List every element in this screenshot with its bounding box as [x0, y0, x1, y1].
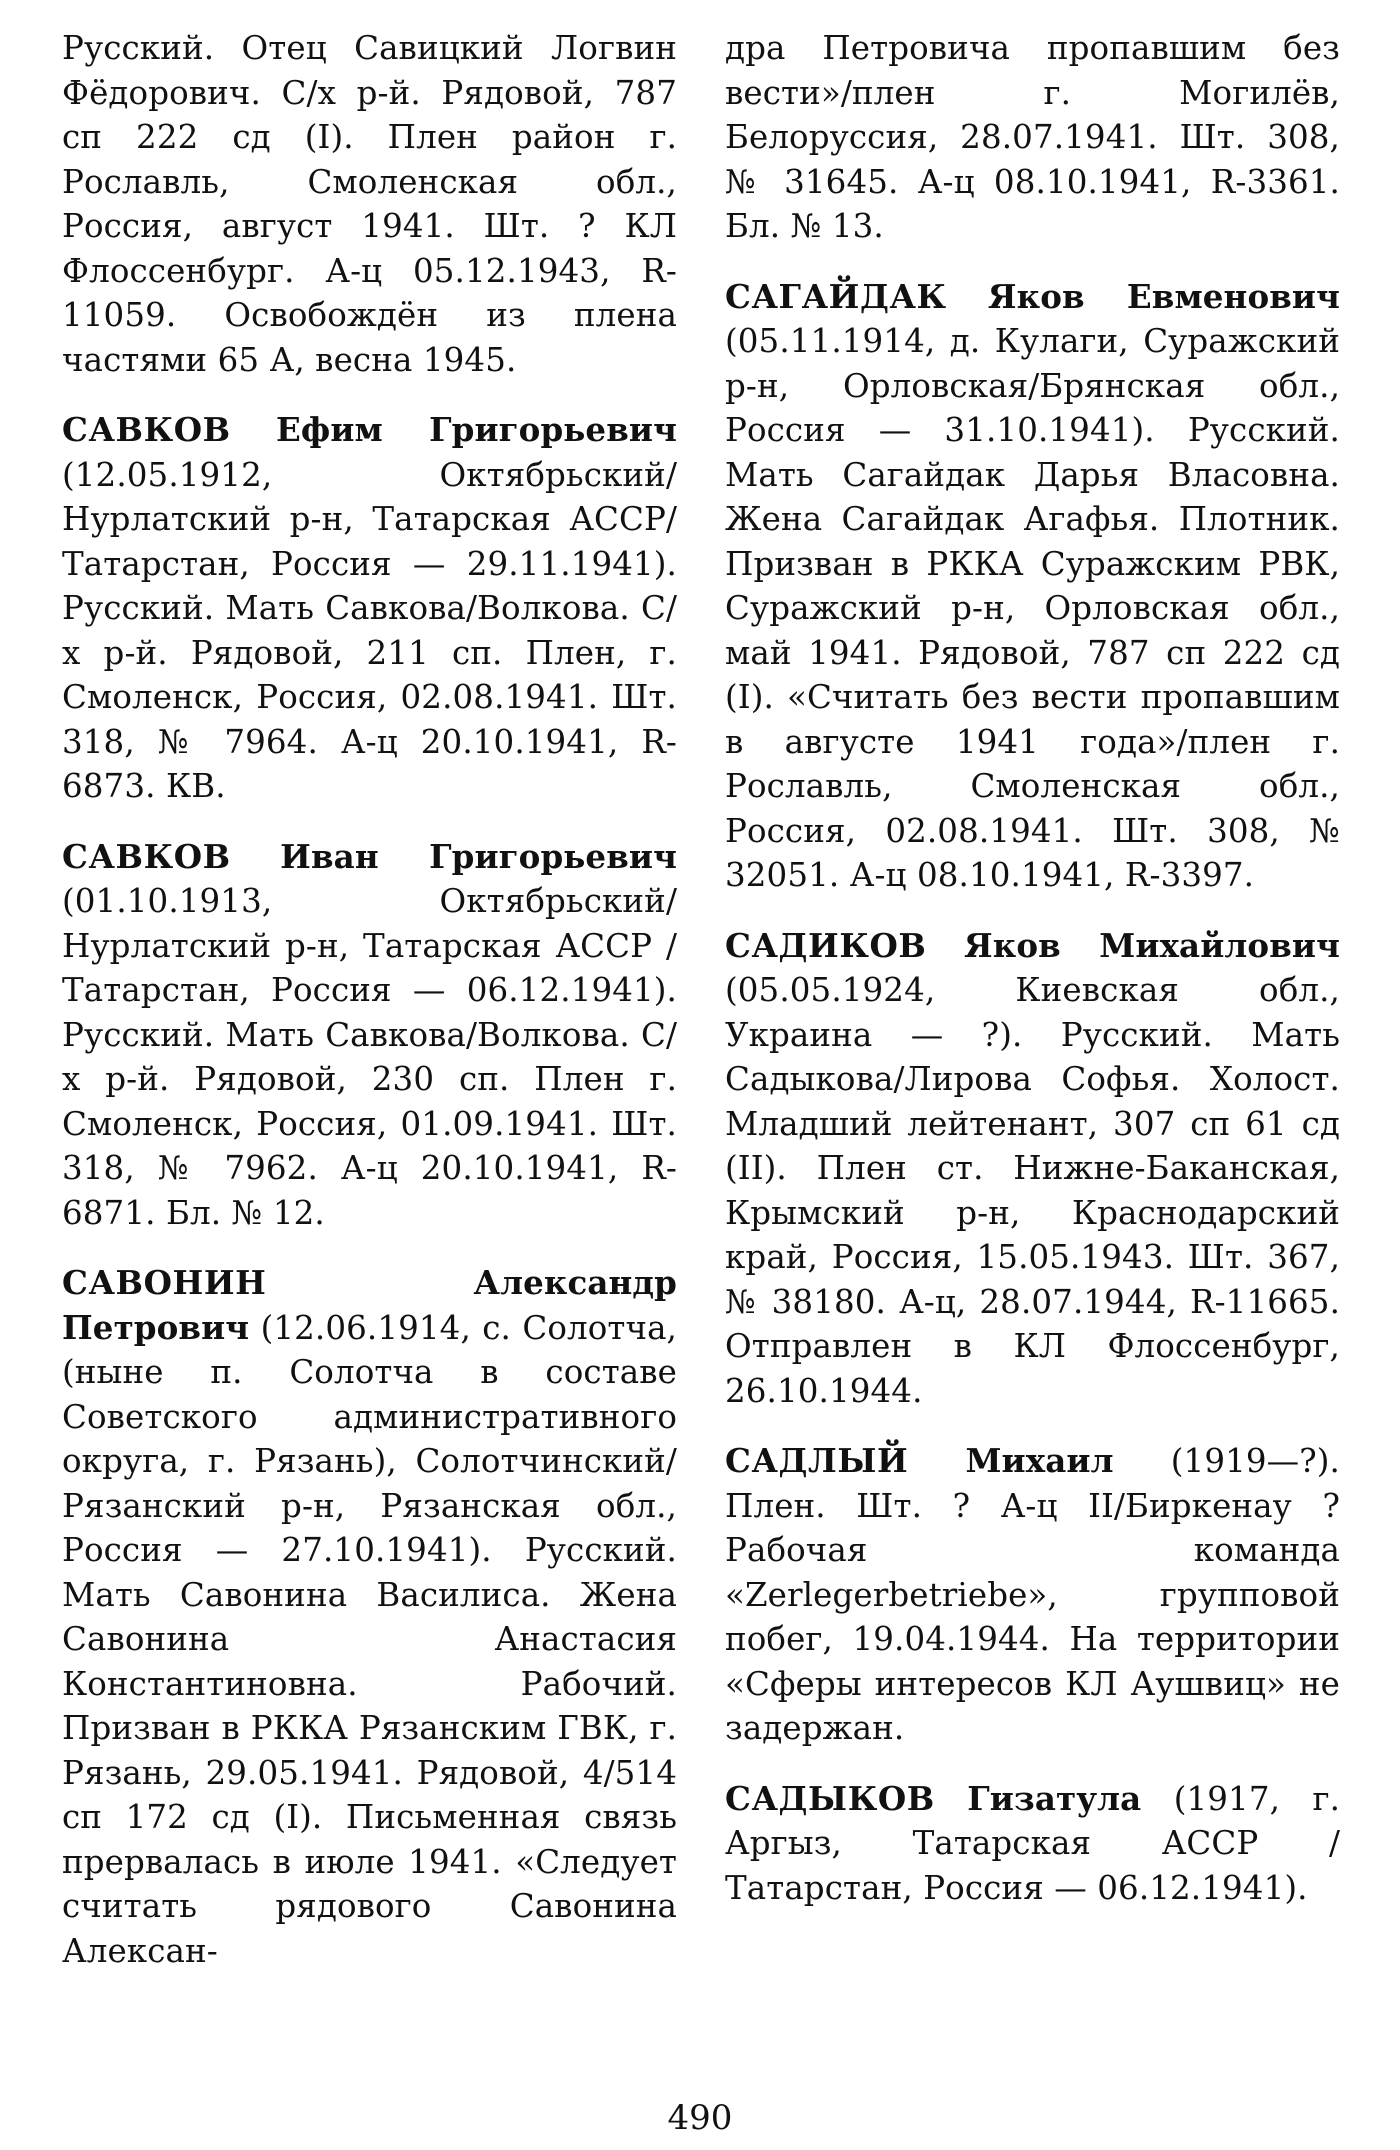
entry-names: Михаил: [965, 1441, 1114, 1480]
right-column: [725, 26, 1340, 1936]
entry-text: дра Петровича пропавшим без вести»/плен г. Могилёв, Белоруссия, 28.07.1941. Шт. 308, № 31645. А-ц 08.10.1941, R-3361. Бл. № 13.: [725, 29, 1340, 245]
entry-names: Гизатула: [967, 1778, 1142, 1818]
entry-lastname: САДИКОВ: [725, 925, 927, 965]
entry-text: (1919—?). Плен. Шт. ? А-ц II/Биркенау ? Рабочая команда «Zerlegerbetriebe», групповой побег, 19.04.1944. На территории «Сферы интересов КЛ Аушвиц» не задержан.: [725, 1442, 1340, 1747]
entry-sadykov-gizatula: [725, 1777, 1340, 1911]
entry-text: (1917, г. Аргыз, Татарская АССР / Татарстан, Россия — 06.12.1941).: [725, 1779, 1340, 1907]
entry-sadikov-yakov: [725, 924, 1340, 1414]
entry-text: (12.05.1912, Октябрьский/Нурлатский р-н, Татарская АССР/ Татарстан, Россия — 29.11.1941). Русский. Мать Савкова/Волкова. С/х р-й. Рядовой, 211 сп. Плен, г. Смоленск, Россия, 02.08.1941. Шт. 318, № 7964. А-ц 20.10.1941, R-6873. КВ.: [62, 455, 677, 805]
entry-names: Яков Михайлович: [964, 925, 1340, 965]
entry-sadlyi-mikhail: [725, 1439, 1340, 1751]
entry-text: Русский. Отец Савицкий Логвин Фёдорович. С/х р-й. Рядовой, 787 сп 222 сд (I). Плен район г. Рославль, Смоленская обл., Россия, август 1941. Шт. ? КЛ Флоссенбург. А-ц 05.12.1943, R-11059. Освобождён из плена частями 65 А, весна 1945.: [62, 29, 677, 379]
entry-lastname: САДЛЫЙ: [725, 1441, 909, 1480]
entry-text: (01.10.1913, Октябрьский/Нурлатский р-н, Татарская АССР / Татарстан, Россия — 06.12.1941). Русский. Мать Савкова/Волкова. С/х р-й. Рядовой, 230 сп. Плен г. Смоленск, Россия, 01.09.1941. Шт. 318, № 7962. А-ц 20.10.1941, R-6871. Бл. № 12.: [62, 882, 677, 1232]
entry-lastname: САВОНИН: [62, 1263, 267, 1302]
entry-names: Ефим Григорьевич: [276, 410, 677, 449]
entry-text: (12.06.1914, с. Солотча, (ныне п. Солотча в составе Советского административного округа, г. Рязань), Солотчинский/Рязанский р-н, Рязанская обл., Россия — 27.10.1941). Русский. Мать Савонина Василиса. Жена Савонина Анастасия Константиновна. Рабочий. Призван в РККА Рязанским ГВК, г. Рязань, 29.05.1941. Рядовой, 4/514 сп 172 сд (I). Письменная связь прервалась в июле 1941. «Следует считать рядового Савонина Алексан-: [62, 1308, 677, 1970]
entry-continued-left: [62, 26, 677, 382]
entry-text: (05.11.1914, д. Кулаги, Суражский р-н, Орловская/Брянская обл., Россия — 31.10.1941). Русский. Мать Сагайдак Дарья Власовна. Жена Сагайдак Агафья. Плотник. Призван в РККА Суражским РВК, Суражский р-н, Орловская обл., май 1941. Рядовой, 787 сп 222 сд (I). «Считать без вести пропавшим в августе 1941 года»/плен г. Рославль, Смоленская обл., Россия, 02.08.1941. Шт. 308, № 32051. А-ц 08.10.1941, R-3397.: [725, 322, 1340, 894]
entry-lastname: САВКОВ: [62, 836, 231, 876]
entry-lastname: САВКОВ: [62, 410, 231, 449]
entry-lastname: САДЫКОВ: [725, 1778, 935, 1818]
left-column: [62, 26, 677, 1999]
page-number: 490: [667, 2098, 733, 2138]
entry-savkov-ivan: [62, 835, 677, 1236]
entry-continued-right: [725, 26, 1340, 249]
entry-savkov-efim: [62, 408, 677, 809]
entry-names: Яков Евменович: [987, 276, 1340, 316]
entry-text: (05.05.1924, Киевская обл., Украина — ?). Русский. Мать Садыкова/Лирова Софья. Холост. Младший лейтенант, 307 сп 61 сд (II). Плен ст. Нижне-Баканская, Крымский р-н, Краснодарский край, Россия, 15.05.1943. Шт. 367, № 38180. А-ц, 28.07.1944, R-11665. Отправлен в КЛ Флоссенбург, 26.10.1944.: [725, 971, 1340, 1410]
entry-savonin-aleksandr: [62, 1261, 677, 1973]
entry-sagaidak-yakov: [725, 275, 1340, 898]
entry-names: Александр Петрович: [62, 1263, 677, 1347]
entry-lastname: САГАЙДАК: [725, 276, 947, 316]
entry-names: Иван Григорьевич: [280, 836, 677, 876]
